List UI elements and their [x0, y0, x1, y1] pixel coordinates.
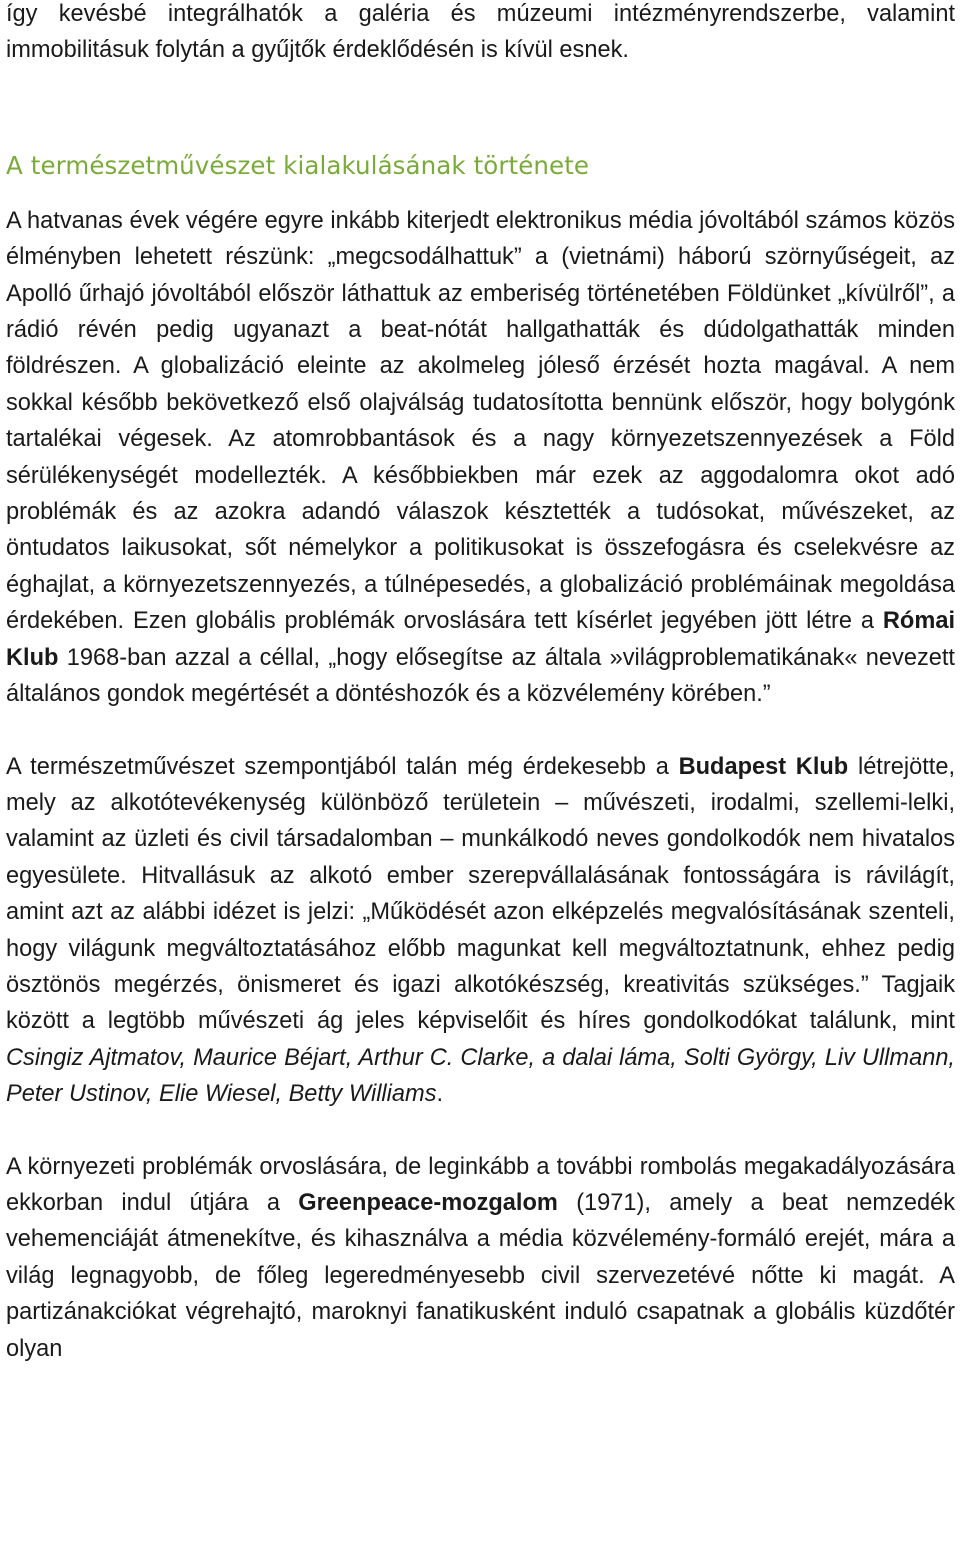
greenpeace-bold: Greenpeace-mozgalom — [298, 1189, 558, 1216]
intro-text: így kevésbé integrálhatók a galéria és múzeumi intézményrendszerbe, valamint immobilitásuk folytán a gyűjtők érdeklődésén is kívül esnek. — [6, 1, 955, 64]
paragraph-roman-club-text-2: 1968-ban azzal a céllal, „hogy elősegítse az általa »világproblematikának« nevezett általános gondok megértését a döntéshozók és a közvélemény körében.” — [6, 644, 955, 708]
paragraph-budapest-club — [6, 749, 955, 1113]
paragraph-budapest-club-text-3: . — [436, 1081, 444, 1108]
paragraph-budapest-club-text-2: létrejötte, mely az alkotótevékenység különböző területein – művészeti, irodalmi, szellemi-lelki, valamint az üzleti és civil társadalomban – munkálkodó neves gondolkodók nem hivatalos egyesülete. Hitvallásuk az alkotó ember szerepvállalásának fontosságára is rávilágít, amint azt az alábbi idézet is jelzi: „Működését azon elképzelés megvalósításának szenteli, hogy világunk megváltoztatásához előbb magunkat kell megváltoztatnunk, ehhez pedig ösztönös megérzés, önismeret és igazi alkotókészség, kreativitás szükséges.” Tagjaik között a legtöbb művészeti ág jeles képviselőit és híres gondolkodókat találunk, mint — [6, 753, 955, 1035]
paragraph-greenpeace-text-1: A környezeti problémák orvoslására, de leginkább a további rombolás megakadályozására ekkorban indul útjára a — [6, 1153, 955, 1216]
document-page — [6, 0, 955, 1367]
paragraph-gap — [6, 1113, 955, 1149]
intro-paragraph — [6, 0, 955, 69]
paragraph-greenpeace — [6, 1149, 955, 1367]
budapest-club-bold: Budapest Klub — [678, 753, 849, 780]
paragraph-gap — [6, 713, 955, 749]
section-heading: A természetművészet kialakulásának története — [6, 150, 590, 180]
paragraph-roman-club-text-1: A hatvanas évek végére egyre inkább kiterjedt elektronikus média jóvoltából számos közös élményben lehetett részünk: „megcsodálhattuk” a (vietnámi) háború szörnyűségeit, az Apolló űrhajó jóvoltából először láthattuk az emberiség történetében Földünket „kívülről”, a rádió révén pedig ugyanazt a beat-nótát hallgathatták és dúdolgathatták minden földrészen. A globalizáció eleinte az akolmeleg jóleső érzését hozta magával. A nem sokkal később bekövetkező első olajválság tudatosította bennünk először, hogy bolygónk tartalékai végesek. Az atomrobbantások és a nagy környezetszennyezések a Föld sérülékenységét modellezték. A későbbiekben már ezek az aggodalomra okot adó problémák és az azokra adandó válaszok késztették a tudósokat, művészeket, az öntudatos laikusokat, sőt némelykor a politikusokat is összefogásra és cselekvésre az éghajlat, a környezetszennyezés, a túlnépesedés, a globalizáció problémáinak megoldása érdekében. Ezen globális problémák orvoslására tett kísérlet jegyében jött létre a — [6, 207, 955, 635]
members-list-italic: Csingiz Ajtmatov, Maurice Béjart, Arthur C. Clarke, a dalai láma, Solti György, Liv Ullmann, Peter Ustinov, Elie Wiesel, Betty Williams — [6, 1044, 955, 1108]
paragraph-greenpeace-text-2: (1971), amely a beat nemzedék vehemenciáját átmenekítve, és kihasználva a média közvélemény-formáló erejét, mára a világ legnagyobb, de főleg legeredményesebb civil szervezetévé nőtte ki magát. A partizánakciókat végrehajtó, maroknyi fanatikusként induló csapatnak a globális küzdőtér olyan — [6, 1189, 955, 1362]
paragraph-budapest-club-text-1: A természetművészet szempontjából talán még érdekesebb a — [6, 753, 679, 780]
paragraph-roman-club — [6, 203, 955, 713]
roman-club-bold: Római Klub — [6, 608, 955, 671]
